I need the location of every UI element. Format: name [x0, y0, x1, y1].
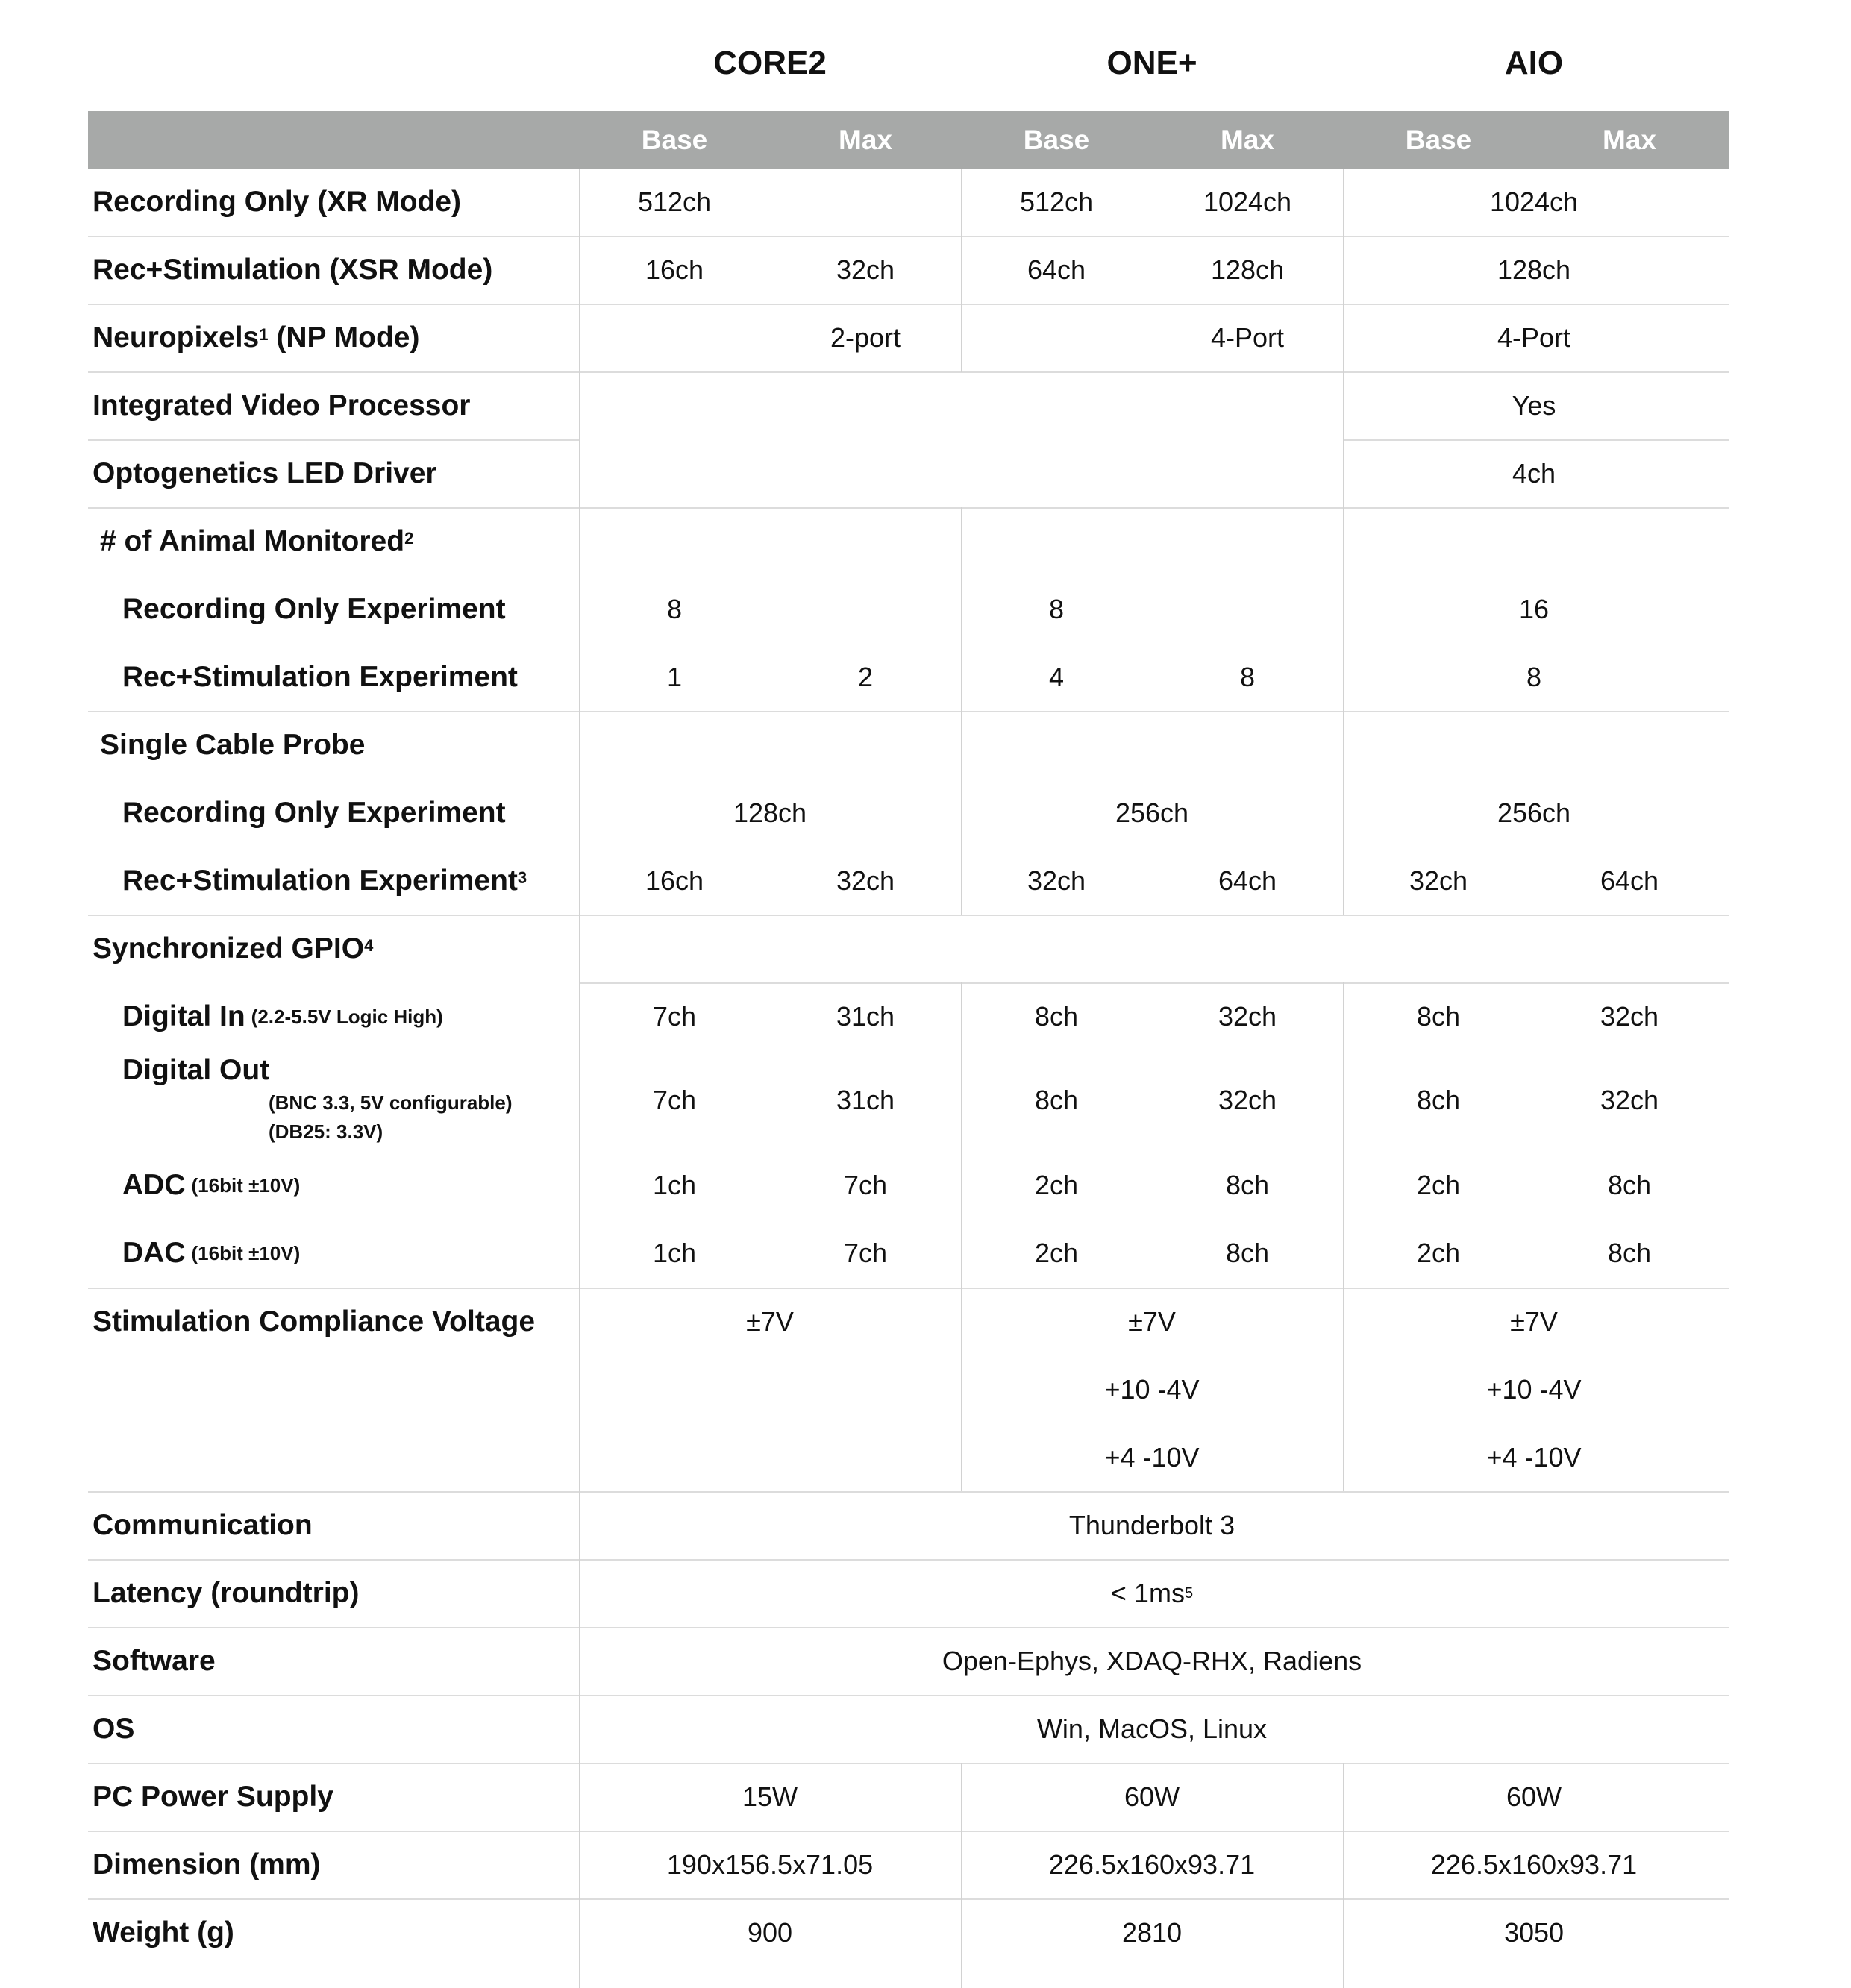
power-aio: 60W: [1506, 1781, 1562, 1812]
row-label-adc: [122, 1152, 300, 1219]
dout-aio-max: 32ch: [1600, 1085, 1659, 1115]
dac-one-max: 8ch: [1225, 1238, 1270, 1268]
probe-stim-core2-base: 16ch: [645, 865, 704, 896]
animals-stim-aio: 8: [1526, 662, 1542, 692]
din-aio-max: 32ch: [1600, 1001, 1659, 1032]
compliance-one-3: +4 -10V: [1104, 1442, 1200, 1473]
product-header-core2: CORE2: [713, 45, 827, 81]
row-label-neuropixels: Neuropixels $^1$ (NP Mode): [93, 322, 420, 354]
probe-stim-one-max: 64ch: [1218, 865, 1277, 896]
adc-core2-base: 1ch: [652, 1170, 697, 1200]
animals-rec-one-base: 8: [1048, 594, 1065, 624]
dimension-core2: 190x156.5x71.05: [666, 1849, 874, 1880]
software-all: Open-Ephys, XDAQ-RHX, Radiens: [942, 1646, 1362, 1676]
animals-stim-one-base: 4: [1048, 662, 1065, 692]
probe-stim-one-base: 32ch: [1027, 865, 1086, 896]
xsr-one-base: 64ch: [1027, 254, 1086, 285]
xr-one-base: 512ch: [1019, 186, 1094, 217]
animals-stim-core2-base: 1: [666, 662, 683, 692]
dac-label: DAC: [122, 1237, 186, 1269]
animals-rec-aio: 16: [1518, 594, 1550, 624]
dout-aio-base: 8ch: [1416, 1085, 1461, 1115]
subheader-aio-base: Base: [1405, 124, 1472, 155]
adc-aio-base: 2ch: [1416, 1170, 1461, 1200]
product-header-one-plus: ONE+: [1106, 45, 1197, 81]
compliance-aio-1: ±7V: [1510, 1306, 1558, 1337]
animals-stim-core2-max: 2: [857, 662, 874, 692]
adc-note: (16bit ±10V): [191, 1173, 301, 1197]
neuropixels-label-tail: (NP Mode): [268, 322, 420, 354]
probe-stim-aio-max: 64ch: [1600, 865, 1659, 896]
xsr-core2-base: 16ch: [645, 254, 704, 285]
xr-aio: 1024ch: [1489, 186, 1579, 217]
probe-rec-one: 256ch: [1115, 797, 1189, 828]
dac-one-base: 2ch: [1034, 1238, 1079, 1268]
weight-core2: 900: [747, 1917, 793, 1948]
latency-all: < 1ms 5: [1110, 1578, 1194, 1608]
weight-aio: 3050: [1503, 1917, 1565, 1948]
row-label-communication: Communication: [93, 1509, 313, 1541]
neuropixels-label: Neuropixels: [93, 322, 260, 354]
xr-core2-base: 512ch: [637, 186, 712, 217]
xsr-core2-max: 32ch: [836, 254, 895, 285]
animals-label: # of Animal Monitored: [100, 525, 405, 557]
xsr-one-max: 128ch: [1210, 254, 1285, 285]
animals-rec-core2-base: 8: [666, 594, 683, 624]
dac-aio-max: 8ch: [1607, 1238, 1652, 1268]
compliance-aio-3: +4 -10V: [1486, 1442, 1582, 1473]
row-label-xr-mode: Recording Only (XR Mode): [93, 186, 462, 218]
dac-core2-max: 7ch: [843, 1238, 888, 1268]
din-core2-base: 7ch: [652, 1001, 697, 1032]
latency-value: < 1ms: [1110, 1578, 1185, 1608]
row-label-dac: [122, 1220, 300, 1287]
adc-label: ADC: [122, 1169, 186, 1201]
compliance-core2: ±7V: [746, 1306, 794, 1337]
video-aio: Yes: [1512, 390, 1556, 421]
din-aio-base: 8ch: [1416, 1001, 1461, 1032]
adc-aio-max: 8ch: [1607, 1170, 1652, 1200]
subheader-one-base: Base: [1023, 124, 1090, 155]
power-core2: 15W: [742, 1781, 798, 1812]
dout-core2-base: 7ch: [652, 1085, 697, 1115]
subheader-one-max: Max: [1221, 124, 1274, 155]
digital-in-label: Digital In: [122, 1000, 245, 1032]
opto-aio: 4ch: [1512, 458, 1556, 489]
xr-one-max: 1024ch: [1203, 186, 1292, 217]
row-label-probe-rec-only: Recording Only Experiment: [122, 797, 506, 829]
row-label-probe-rec-stim: Rec+Stimulation Experiment $^3$: [122, 865, 527, 897]
row-label-latency: Latency (roundtrip): [93, 1577, 360, 1609]
digital-out-note-db25: (DB25: 3.3V): [269, 1120, 383, 1143]
adc-core2-max: 7ch: [843, 1170, 888, 1200]
probe-stim-label: Rec+Stimulation Experiment: [122, 865, 518, 897]
dac-note: (16bit ±10V): [191, 1241, 301, 1264]
adc-one-base: 2ch: [1034, 1170, 1079, 1200]
row-label-video-processor: Integrated Video Processor: [93, 389, 471, 421]
din-core2-max: 31ch: [836, 1001, 895, 1032]
product-header-aio: AIO: [1504, 45, 1564, 81]
probe-rec-aio: 256ch: [1497, 797, 1571, 828]
probe-stim-core2-max: 32ch: [836, 865, 895, 896]
dout-core2-max: 31ch: [836, 1085, 895, 1115]
animals-stim-one-max: 8: [1239, 662, 1256, 692]
dac-aio-base: 2ch: [1416, 1238, 1461, 1268]
compliance-one-1: ±7V: [1128, 1306, 1176, 1337]
row-label-single-cable-probe: Single Cable Probe: [100, 729, 366, 761]
row-label-compliance-voltage: Stimulation Compliance Voltage: [93, 1305, 536, 1338]
digital-in-note: (2.2-5.5V Logic High): [251, 1005, 443, 1028]
row-label-animals-rec-only: Recording Only Experiment: [122, 593, 506, 625]
row-label-animals-rec-stim: Rec+Stimulation Experiment: [122, 661, 518, 693]
np-one-max: 4-Port: [1210, 322, 1285, 353]
dimension-aio: 226.5x160x93.71: [1430, 1849, 1638, 1880]
adc-one-max: 8ch: [1225, 1170, 1270, 1200]
row-label-weight: Weight (g): [93, 1916, 234, 1948]
row-label-power-supply: PC Power Supply: [93, 1781, 333, 1813]
communication-all: Thunderbolt 3: [1068, 1510, 1235, 1540]
compliance-one-2: +10 -4V: [1104, 1374, 1200, 1405]
subheader-core2-base: Base: [641, 124, 708, 155]
subheader-aio-max: Max: [1603, 124, 1656, 155]
subheader-core2-max: Max: [839, 124, 892, 155]
power-one: 60W: [1124, 1781, 1180, 1812]
dac-core2-base: 1ch: [652, 1238, 697, 1268]
compliance-aio-2: +10 -4V: [1486, 1374, 1582, 1405]
row-label-sync-gpio: Synchronized GPIO $^4$: [93, 932, 374, 965]
xsr-aio: 128ch: [1497, 254, 1571, 285]
np-core2-max: 2-port: [830, 322, 901, 353]
row-label-dimension: Dimension (mm): [93, 1849, 321, 1881]
row-label-xsr-mode: Rec+Stimulation (XSR Mode): [93, 254, 493, 286]
din-one-base: 8ch: [1034, 1001, 1079, 1032]
gpio-label: Synchronized GPIO: [93, 932, 365, 965]
dout-one-max: 32ch: [1218, 1085, 1277, 1115]
probe-stim-aio-base: 32ch: [1409, 865, 1468, 896]
dimension-one: 226.5x160x93.71: [1048, 1849, 1256, 1880]
weight-one: 2810: [1121, 1917, 1183, 1948]
digital-out-note-bnc: (BNC 3.3, 5V configurable): [269, 1091, 513, 1114]
din-one-max: 32ch: [1218, 1001, 1277, 1032]
row-label-os: OS: [93, 1713, 135, 1745]
row-label-digital-out: Digital Out: [122, 1054, 270, 1086]
row-label-software: Software: [93, 1645, 216, 1677]
dout-one-base: 8ch: [1034, 1085, 1079, 1115]
os-all: Win, MacOS, Linux: [1036, 1713, 1268, 1744]
np-aio: 4-Port: [1497, 322, 1571, 353]
probe-rec-core2: 128ch: [733, 797, 807, 828]
row-label-opto-led: Optogenetics LED Driver: [93, 457, 437, 489]
row-label-animals-monitored: # of Animal Monitored $^2$: [100, 525, 414, 557]
